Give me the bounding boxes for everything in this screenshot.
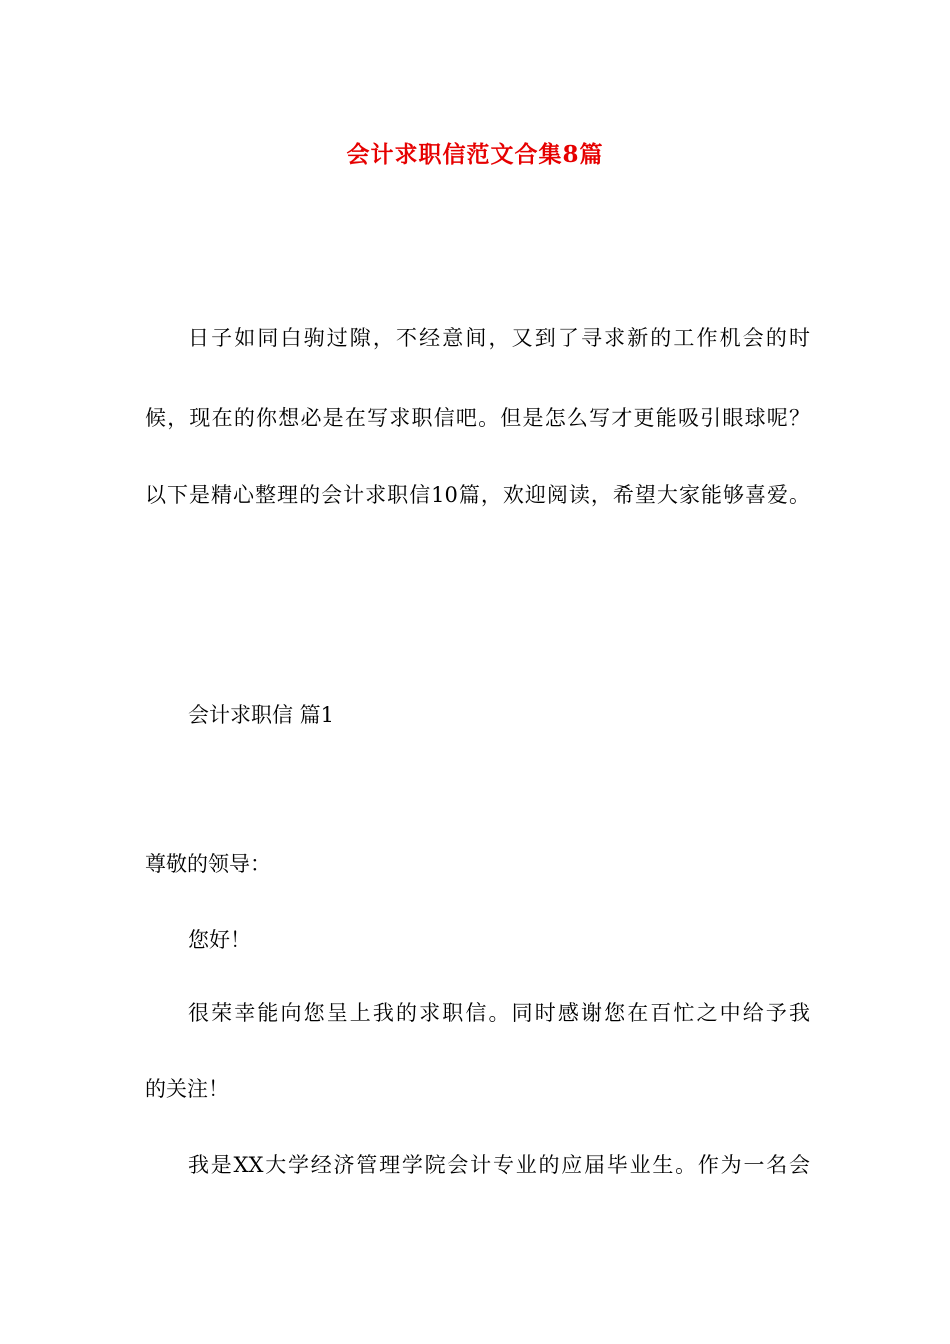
body-line-2: 的关注！ — [145, 1077, 229, 1101]
salutation: 尊敬的领导： — [145, 852, 271, 876]
document-title: 会计求职信范文合集8篇 — [346, 141, 604, 168]
section-heading: 会计求职信 篇1 — [188, 703, 335, 727]
intro-line-2: 候，现在的你想必是在写求职信吧。但是怎么写才更能吸引眼球呢？ — [145, 406, 810, 430]
intro-line-3: 以下是精心整理的会计求职信10篇，欢迎阅读，希望大家能够喜爱。 — [145, 483, 810, 507]
greeting: 您好！ — [188, 928, 251, 952]
body-line-3: 我是XX大学经济管理学院会计专业的应届毕业生。作为一名会 — [188, 1153, 810, 1177]
body-line-1: 很荣幸能向您呈上我的求职信。同时感谢您在百忙之中给予我 — [188, 1001, 810, 1025]
intro-line-1: 日子如同白驹过隙，不经意间，又到了寻求新的工作机会的时 — [188, 326, 810, 350]
